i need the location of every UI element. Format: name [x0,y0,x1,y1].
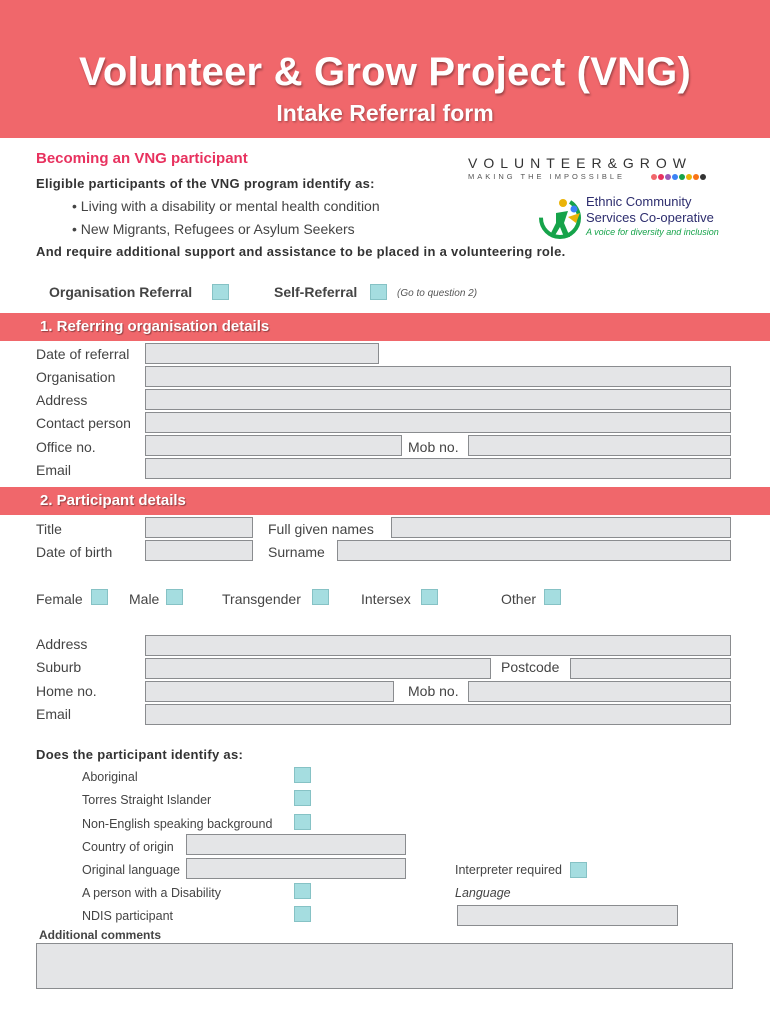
disability-label: A person with a Disability [82,886,221,900]
org-email-label: Email [36,462,72,478]
vng-logo-tagline: MAKING THE IMPOSSIBLE [468,172,626,181]
intersex-checkbox[interactable] [421,589,438,605]
date-referral-label: Date of referral [36,346,130,362]
vng-logo [468,155,728,181]
organisation-field[interactable] [145,366,731,387]
section2-title: 2. Participant details [40,492,186,509]
self-referral-note: (Go to question 2) [397,288,478,299]
transgender-label: Transgender [222,591,301,607]
surname-label: Surname [268,544,325,560]
original-language-field[interactable] [186,858,406,879]
participant-email-label: Email [36,706,72,722]
comments-label: Additional comments [39,928,162,942]
vng-logo-dot-3 [672,174,678,180]
nesb-checkbox[interactable] [294,814,311,830]
section1-title: 1. Referring organisation details [40,318,270,335]
interpreter-checkbox[interactable] [570,862,587,878]
interpreter-language-field[interactable] [457,905,678,926]
ecsc-line2: Services Co-operative [586,210,714,225]
office-no-field[interactable] [145,435,402,456]
other-checkbox[interactable] [544,589,561,605]
organisation-label: Organisation [36,369,116,385]
org-mob-label: Mob no. [408,439,459,455]
vng-logo-dot-0 [651,174,657,180]
suburb-field[interactable] [145,658,491,679]
identify-heading: Does the participant identify as: [36,747,244,762]
title-field[interactable] [145,517,253,538]
vng-logo-name: VOLUNTEER&GROW [468,155,693,171]
org-address-label: Address [36,392,88,408]
female-checkbox[interactable] [91,589,108,605]
country-origin-label: Country of origin [82,840,174,854]
female-label: Female [36,591,83,607]
ndis-checkbox[interactable] [294,906,311,922]
org-email-field[interactable] [145,458,731,479]
org-address-field[interactable] [145,389,731,410]
org-mob-field[interactable] [468,435,731,456]
country-origin-field[interactable] [186,834,406,855]
title-label: Title [36,521,62,537]
vng-logo-dot-1 [658,174,664,180]
bullet-migrants: • New Migrants, Refugees or Asylum Seekers [72,221,355,237]
vng-logo-dot-7 [700,174,706,180]
ndis-label: NDIS participant [82,909,174,923]
vng-logo-dots [651,173,707,180]
participant-mob-label: Mob no. [408,683,459,699]
page-title: Volunteer & Grow Project (VNG) [79,50,691,94]
intro-heading: Becoming an VNG participant [36,150,248,167]
participant-address-field[interactable] [145,635,731,656]
ecsc-tagline: A voice for diversity and inclusion [586,227,719,237]
intersex-label: Intersex [361,591,411,607]
contact-person-field[interactable] [145,412,731,433]
suburb-label: Suburb [36,659,82,675]
vng-logo-dot-4 [679,174,685,180]
participant-address-label: Address [36,636,88,652]
home-no-label: Home no. [36,683,97,699]
original-language-label: Original language [82,863,180,877]
interpreter-label: Interpreter required [455,863,563,877]
vng-logo-dot-2 [665,174,671,180]
torres-checkbox[interactable] [294,790,311,806]
torres-label: Torres Straight Islander [82,793,212,807]
date-referral-field[interactable] [145,343,379,364]
dob-label: Date of birth [36,544,113,560]
self-referral-checkbox[interactable] [370,284,387,300]
male-checkbox[interactable] [166,589,183,605]
participant-email-field[interactable] [145,704,731,725]
disability-checkbox[interactable] [294,883,311,899]
postcode-label: Postcode [501,659,560,675]
bullet-disability: • Living with a disability or mental health condition [72,198,380,214]
vng-logo-dot-6 [693,174,699,180]
ecsc-logo-icon [538,193,588,243]
org-referral-label: Organisation Referral [49,284,193,300]
vng-logo-dot-5 [686,174,692,180]
given-names-field[interactable] [391,517,731,538]
transgender-checkbox[interactable] [312,589,329,605]
eligible-text: Eligible participants of the VNG program identify as: [36,176,375,191]
page-subtitle: Intake Referral form [276,100,494,126]
home-no-field[interactable] [145,681,394,702]
other-label: Other [501,591,537,607]
self-referral-label: Self-Referral [274,284,358,300]
ecsc-logo-text [586,194,719,238]
aboriginal-label: Aboriginal [82,770,138,784]
aboriginal-checkbox[interactable] [294,767,311,783]
interpreter-language-label: Language [455,886,511,900]
surname-field[interactable] [337,540,731,561]
postcode-field[interactable] [570,658,731,679]
org-referral-checkbox[interactable] [212,284,229,300]
participant-mob-field[interactable] [468,681,731,702]
require-text: And require additional support and assistance to be placed in a volunteering role. [36,244,566,259]
ecsc-line1: Ethnic Community [586,194,692,209]
dob-field[interactable] [145,540,253,561]
contact-person-label: Contact person [36,415,131,431]
comments-field[interactable] [36,943,733,989]
office-no-label: Office no. [36,439,96,455]
given-names-label: Full given names [268,521,374,537]
male-label: Male [129,591,160,607]
nesb-label: Non-English speaking background [82,817,273,831]
